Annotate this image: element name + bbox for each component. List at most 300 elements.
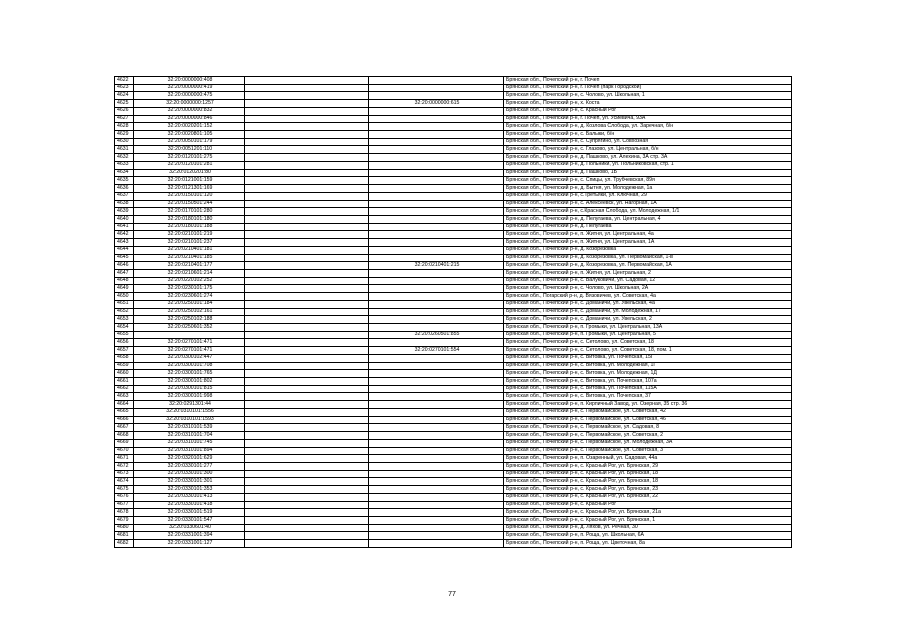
table-row <box>115 370 792 378</box>
address-cell: Брянская обл., Почепский р-н, д. Пашково, 1Б <box>504 169 792 177</box>
row-number-cell: 4624 <box>115 92 134 100</box>
empty-cell <box>245 439 369 447</box>
linked-cadastral-cell <box>369 354 504 362</box>
row-number-cell: 4647 <box>115 269 134 277</box>
empty-cell <box>245 308 369 316</box>
linked-cadastral-cell <box>369 493 504 501</box>
linked-cadastral-cell <box>369 501 504 509</box>
address-cell: Брянская обл., Почепский р-н, п. Житня, ул. Центральная, 2 <box>504 269 792 277</box>
empty-cell <box>245 131 369 139</box>
table-row <box>115 540 792 548</box>
row-number-cell: 4639 <box>115 208 134 216</box>
cadastral-number-cell: 32:20:0250102:161 <box>134 308 245 316</box>
linked-cadastral-cell <box>369 115 504 123</box>
cadastral-number-cell: 32:20:0330601:40 <box>134 524 245 532</box>
table-row <box>115 161 792 169</box>
linked-cadastral-cell <box>369 509 504 517</box>
cadastral-number-cell: 32:20:0220102:252 <box>134 277 245 285</box>
cadastral-number-cell: 32:20:0330101:277 <box>134 462 245 470</box>
address-cell: Брянская обл., Почепский р-н, г. Почеп, ул. Усиевича, 93А <box>504 115 792 123</box>
row-number-cell: 4676 <box>115 493 134 501</box>
cadastral-number-cell: 32:20:0000000:1257 <box>134 100 245 108</box>
cadastral-number-cell: 32:20:0330101:418 <box>134 501 245 509</box>
address-cell: Брянская обл., Почепский р-н, с. Красный Рог <box>504 107 792 115</box>
empty-cell <box>245 107 369 115</box>
address-cell: Брянская обл., Почепский р-н, с. Чолово, ул. Школьная, 2А <box>504 285 792 293</box>
address-cell: Брянская обл., Почепский р-н, с.Красная Слобода, ул. Молодежная, 1/1 <box>504 208 792 216</box>
cadastral-number-cell: 32:20:0310101:704 <box>134 432 245 440</box>
table-row <box>115 339 792 347</box>
linked-cadastral-cell <box>369 316 504 324</box>
row-number-cell: 4637 <box>115 192 134 200</box>
empty-cell <box>245 378 369 386</box>
table-row <box>115 146 792 154</box>
row-number-cell: 4655 <box>115 331 134 339</box>
linked-cadastral-cell <box>369 177 504 185</box>
empty-cell <box>245 223 369 231</box>
linked-cadastral-cell <box>369 401 504 409</box>
address-cell: Брянская обл., Почепский р-н, п. Житня, ул. Центральная, 1А <box>504 239 792 247</box>
empty-cell <box>245 169 369 177</box>
row-number-cell: 4650 <box>115 293 134 301</box>
cadastral-number-cell: 32:20:0150101:120 <box>134 192 245 200</box>
empty-cell <box>245 385 369 393</box>
table-row <box>115 331 792 339</box>
address-cell: Брянская обл., Почепский р-н, г. Почеп (парк Городской) <box>504 84 792 92</box>
linked-cadastral-cell <box>369 370 504 378</box>
empty-cell <box>245 177 369 185</box>
linked-cadastral-cell <box>369 532 504 540</box>
linked-cadastral-cell <box>369 285 504 293</box>
cadastral-number-cell: 32:20:0330101:300 <box>134 470 245 478</box>
table-row <box>115 378 792 386</box>
empty-cell <box>245 324 369 332</box>
table-row <box>115 393 792 401</box>
row-number-cell: 4658 <box>115 354 134 362</box>
row-number-cell: 4623 <box>115 84 134 92</box>
table-row <box>115 138 792 146</box>
cadastral-number-cell: 32:20:0000000:419 <box>134 84 245 92</box>
cadastral-number-cell: 32:20:0250102:188 <box>134 316 245 324</box>
empty-cell <box>245 215 369 223</box>
address-cell: Брянская обл., Почепский р-н, д. Козорезовка, ул. Первомайская, 1-в <box>504 254 792 262</box>
table-row <box>115 254 792 262</box>
cadastral-number-cell: 32:20:0150501:244 <box>134 200 245 208</box>
empty-cell <box>245 486 369 494</box>
cadastral-number-cell: 32:20:0210401:185 <box>134 254 245 262</box>
linked-cadastral-cell <box>369 408 504 416</box>
address-cell: Брянская обл., Почепский р-н, с. Витовка, ул. Почепская, 15Г <box>504 354 792 362</box>
address-cell: Брянская обл., Почепский р-н, с. Красный Рог, ул. Брянская, 18 <box>504 470 792 478</box>
table-row <box>115 100 792 108</box>
empty-cell <box>245 293 369 301</box>
cadastral-number-cell: 32:20:0331001:127 <box>134 540 245 548</box>
table-row <box>115 277 792 285</box>
row-number-cell: 4681 <box>115 532 134 540</box>
row-number-cell: 4635 <box>115 177 134 185</box>
cadastral-number-cell: 32:20:0170101:280 <box>134 208 245 216</box>
address-cell: Брянская обл., Почепский р-н, д. Польники, ул. Польниковская, стр. 1 <box>504 161 792 169</box>
empty-cell <box>245 246 369 254</box>
table-row <box>115 408 792 416</box>
empty-cell <box>245 532 369 540</box>
address-cell: Брянская обл., Почепский р-н, д. Ляхов, ул. Речная, 30 <box>504 524 792 532</box>
table-row <box>115 154 792 162</box>
empty-cell <box>245 285 369 293</box>
cadastral-number-cell: 32:20:0210101:219 <box>134 231 245 239</box>
empty-cell <box>245 254 369 262</box>
table-row <box>115 246 792 254</box>
row-number-cell: 4657 <box>115 347 134 355</box>
cadastral-number-cell: 32:20:0000000:846 <box>134 115 245 123</box>
address-cell: Брянская обл., Почепский р-н, с. Доманичи, ул. Молодежная, 17 <box>504 308 792 316</box>
linked-cadastral-cell <box>369 362 504 370</box>
cadastral-number-cell: 32:20:0310101:1556 <box>134 408 245 416</box>
table-row <box>115 200 792 208</box>
table-row <box>115 300 792 308</box>
linked-cadastral-cell: 32:20:0270101:554 <box>369 347 504 355</box>
empty-cell <box>245 509 369 517</box>
address-cell: Брянская обл., Почепский р-н, с. Глазово, ул. Центральная, б/н <box>504 146 792 154</box>
row-number-cell: 4634 <box>115 169 134 177</box>
linked-cadastral-cell <box>369 385 504 393</box>
linked-cadastral-cell <box>369 208 504 216</box>
address-cell: Брянская обл., Почепский р-н, с. Витовка, ул. Почепская, 107а <box>504 378 792 386</box>
row-number-cell: 4667 <box>115 424 134 432</box>
row-number-cell: 4660 <box>115 370 134 378</box>
address-cell: Брянская обл., Почепский р-н, с. Доманичи, ул. Увельская, 4а <box>504 300 792 308</box>
cadastral-number-cell: 32:20:0330101:413 <box>134 493 245 501</box>
cadastral-number-cell: 32:20:0331001:394 <box>134 532 245 540</box>
linked-cadastral-cell <box>369 154 504 162</box>
row-number-cell: 4629 <box>115 131 134 139</box>
linked-cadastral-cell <box>369 92 504 100</box>
table-row <box>115 509 792 517</box>
cadastral-number-cell: 32:20:0310101:539 <box>134 424 245 432</box>
table-row <box>115 169 792 177</box>
table-row <box>115 115 792 123</box>
row-number-cell: 4677 <box>115 501 134 509</box>
row-number-cell: 4632 <box>115 154 134 162</box>
cadastral-number-cell: 32:20:0250101:184 <box>134 300 245 308</box>
cadastral-number-cell: 32:20:0300101:998 <box>134 393 245 401</box>
address-cell: Брянская обл., Почепский р-н, с. Первомайское, ул. Советская, 3 <box>504 447 792 455</box>
row-number-cell: 4638 <box>115 200 134 208</box>
register-table-body <box>115 77 792 548</box>
empty-cell <box>245 416 369 424</box>
linked-cadastral-cell <box>369 486 504 494</box>
table-row <box>115 347 792 355</box>
address-cell: Брянская обл., Почепский р-н, с. Супрягино, ул. Совхозная <box>504 138 792 146</box>
address-cell: Брянская обл., Почепский р-н, с.Третьяки, ул. Ключная, 29 <box>504 192 792 200</box>
address-cell: Брянская обл., Почепский р-н, с. Первомайское, ул. Советская, 46 <box>504 416 792 424</box>
empty-cell <box>245 354 369 362</box>
row-number-cell: 4653 <box>115 316 134 324</box>
table-row <box>115 123 792 131</box>
address-cell: Брянская обл., Почепский р-н, п. Озаренный, ул. Садовая, 44а <box>504 455 792 463</box>
cadastral-number-cell: 32:20:0180101:180 <box>134 215 245 223</box>
cadastral-number-cell: 32:20:0020201:152 <box>134 123 245 131</box>
empty-cell <box>245 362 369 370</box>
linked-cadastral-cell <box>369 308 504 316</box>
cadastral-number-cell: 32:20:0300101:765 <box>134 370 245 378</box>
empty-cell <box>245 393 369 401</box>
empty-cell <box>245 192 369 200</box>
empty-cell <box>245 239 369 247</box>
address-cell: Брянская обл., Почепский р-н, с. Первомайское, ул. Советская, 42 <box>504 408 792 416</box>
cadastral-number-cell: 32:20:0270101:471 <box>134 347 245 355</box>
linked-cadastral-cell <box>369 378 504 386</box>
address-cell: Брянская обл., Почепский р-н, г. Почеп <box>504 77 792 85</box>
table-row <box>115 493 792 501</box>
cadastral-number-cell: 32:20:0210401:181 <box>134 246 245 254</box>
cadastral-number-cell: 32:20:0300101:815 <box>134 385 245 393</box>
linked-cadastral-cell <box>369 77 504 85</box>
cadastral-number-cell: 32:20:0250601:352 <box>134 324 245 332</box>
empty-cell <box>245 77 369 85</box>
cadastral-number-cell: 32:20:0000000:408 <box>134 77 245 85</box>
table-row <box>115 316 792 324</box>
cadastral-number-cell: 32:20:0210101:237 <box>134 239 245 247</box>
table-row <box>115 324 792 332</box>
linked-cadastral-cell <box>369 424 504 432</box>
cadastral-number-cell: 32:20:0000000:832 <box>134 107 245 115</box>
cadastral-number-cell: 32:20:0320101:629 <box>134 455 245 463</box>
empty-cell <box>245 208 369 216</box>
empty-cell <box>245 316 369 324</box>
address-cell: Брянская обл., Почепский р-н, п. Громыки, ул. Центральная, 5 <box>504 331 792 339</box>
linked-cadastral-cell <box>369 300 504 308</box>
table-row <box>115 231 792 239</box>
row-number-cell: 4626 <box>115 107 134 115</box>
row-number-cell: 4661 <box>115 378 134 386</box>
linked-cadastral-cell <box>369 416 504 424</box>
cadastral-number-cell: 32:20:0120201:80 <box>134 169 245 177</box>
address-cell: Брянская обл., Почепский р-н, п. Роща, ул. Школьная, 6А <box>504 532 792 540</box>
empty-cell <box>245 524 369 532</box>
row-number-cell: 4678 <box>115 509 134 517</box>
cadastral-number-cell: 32:20:0300101:708 <box>134 362 245 370</box>
row-number-cell: 4640 <box>115 215 134 223</box>
register-table <box>114 76 792 548</box>
table-row <box>115 77 792 85</box>
row-number-cell: 4649 <box>115 285 134 293</box>
address-cell: Брянская обл., Почепский р-н, д. Бытня, ул. Молодежная, 1а <box>504 185 792 193</box>
address-cell: Брянская обл., Почепский р-н, с. Сетолово, ул. Советская, 18, пом. 1 <box>504 347 792 355</box>
row-number-cell: 4668 <box>115 432 134 440</box>
address-cell: Брянская обл., Почепский р-н, с. Балыки, б/н <box>504 131 792 139</box>
table-row <box>115 262 792 270</box>
row-number-cell: 4645 <box>115 254 134 262</box>
linked-cadastral-cell <box>369 432 504 440</box>
row-number-cell: 4671 <box>115 455 134 463</box>
cadastral-number-cell: 32:20:0050101:179 <box>134 138 245 146</box>
table-row <box>115 478 792 486</box>
empty-cell <box>245 347 369 355</box>
linked-cadastral-cell <box>369 478 504 486</box>
address-cell: Брянская обл., Погарский р-н, д. Вязовичев, ул. Советская, 4а <box>504 293 792 301</box>
linked-cadastral-cell: 32:20:0260501:855 <box>369 331 504 339</box>
linked-cadastral-cell <box>369 293 504 301</box>
table-row <box>115 401 792 409</box>
empty-cell <box>245 424 369 432</box>
table-row <box>115 308 792 316</box>
address-cell: Брянская обл., Почепский р-н, с. Красный Рог, ул. Брянская, 22 <box>504 493 792 501</box>
address-cell: Брянская обл., Почепский р-н, с. Красный Рог, ул. Брянская, 21а <box>504 509 792 517</box>
row-number-cell: 4633 <box>115 161 134 169</box>
table-row <box>115 215 792 223</box>
row-number-cell: 4664 <box>115 401 134 409</box>
linked-cadastral-cell <box>369 131 504 139</box>
table-row <box>115 486 792 494</box>
address-cell: Брянская обл., Почепский р-н, с. Витовка, ул. Молодежная, 1Г <box>504 362 792 370</box>
address-cell: Брянская обл., Почепский р-н, д. Пашково, ул. Алехина, 3А стр. 3А <box>504 154 792 162</box>
empty-cell <box>245 84 369 92</box>
cadastral-number-cell: 32:20:0270101:471 <box>134 339 245 347</box>
empty-cell <box>245 370 369 378</box>
empty-cell <box>245 154 369 162</box>
address-cell: Брянская обл., Почепский р-н, с. Алексеевск, ул. Нагорная, 1А <box>504 200 792 208</box>
cadastral-number-cell: 32:20:0291301:44 <box>134 401 245 409</box>
address-cell: Брянская обл., Почепский р-н, с. Сетолово, ул. Советская, 18 <box>504 339 792 347</box>
row-number-cell: 4630 <box>115 138 134 146</box>
table-row <box>115 208 792 216</box>
linked-cadastral-cell <box>369 516 504 524</box>
cadastral-number-cell: 32:20:0330101:301 <box>134 478 245 486</box>
address-cell: Брянская обл., Почепский р-н, д. Козорезовка, ул. Первомайская, 1А <box>504 262 792 270</box>
address-cell: Брянская обл., Почепский р-н, с. Валуковичи, ул. Садовая, 12 <box>504 277 792 285</box>
linked-cadastral-cell <box>369 138 504 146</box>
address-cell: Брянская обл., Почепский р-н, с. Красный Рог, ул. Брянская, 1 <box>504 516 792 524</box>
address-cell: Брянская обл., Почепский р-н, п. Роща, ул. Цветочная, 8а <box>504 540 792 548</box>
address-cell: Брянская обл., Почепский р-н, с. Первомайское, ул. Садовая, 8 <box>504 424 792 432</box>
address-cell: Брянская обл., Почепский р-н, с. Первомайское, ул. Молодежная, 3А <box>504 439 792 447</box>
cadastral-number-cell: 32:20:0300101:802 <box>134 378 245 386</box>
address-cell: Брянская обл., Почепский р-н, с. Чолово, ул. Школьная, 1 <box>504 92 792 100</box>
address-cell: Брянская обл., Почепский р-н, с. Витовка, ул. Молодежная, 1Д <box>504 370 792 378</box>
linked-cadastral-cell: 32:20:0210401:215 <box>369 262 504 270</box>
row-number-cell: 4643 <box>115 239 134 247</box>
cadastral-number-cell: 32:20:0121301:169 <box>134 185 245 193</box>
linked-cadastral-cell <box>369 246 504 254</box>
row-number-cell: 4680 <box>115 524 134 532</box>
address-cell: Брянская обл., Почепский р-н, д. Козорезовка <box>504 246 792 254</box>
linked-cadastral-cell <box>369 393 504 401</box>
page-number: 77 <box>448 591 456 598</box>
address-cell: Брянская обл., Почепский р-н, с. Доманичи, ул. Увельская, 2 <box>504 316 792 324</box>
row-number-cell: 4679 <box>115 516 134 524</box>
table-row <box>115 424 792 432</box>
row-number-cell: 4682 <box>115 540 134 548</box>
address-cell: Брянская обл., Почепский р-н, с. Красный Рог, ул. Брянская, 29 <box>504 462 792 470</box>
empty-cell <box>245 339 369 347</box>
empty-cell <box>245 100 369 108</box>
cadastral-number-cell: 32:20:0230101:175 <box>134 285 245 293</box>
cadastral-number-cell: 32:20:0020801:105 <box>134 131 245 139</box>
table-row <box>115 192 792 200</box>
linked-cadastral-cell <box>369 192 504 200</box>
row-number-cell: 4646 <box>115 262 134 270</box>
empty-cell <box>245 455 369 463</box>
table-row <box>115 293 792 301</box>
address-cell: Брянская обл., Почепский р-н, х. Коста <box>504 100 792 108</box>
empty-cell <box>245 478 369 486</box>
row-number-cell: 4627 <box>115 115 134 123</box>
address-cell: Брянская обл., Почепский р-н, с. Красный Рог <box>504 501 792 509</box>
row-number-cell: 4651 <box>115 300 134 308</box>
table-row <box>115 532 792 540</box>
row-number-cell: 4675 <box>115 486 134 494</box>
empty-cell <box>245 540 369 548</box>
table-row <box>115 455 792 463</box>
table-row <box>115 185 792 193</box>
table-row <box>115 92 792 100</box>
table-row <box>115 385 792 393</box>
cadastral-number-cell: 32:20:0310101:894 <box>134 447 245 455</box>
cadastral-number-cell: 32:20:0000000:475 <box>134 92 245 100</box>
linked-cadastral-cell <box>369 84 504 92</box>
address-cell: Брянская обл., Почепский р-н, с. Витовка, ул. Почепская, 115А <box>504 385 792 393</box>
empty-cell <box>245 300 369 308</box>
table-row <box>115 470 792 478</box>
linked-cadastral-cell <box>369 239 504 247</box>
address-cell: Брянская обл., Почепский р-н, д. Пелугаева, ул. Центральная, 4 <box>504 215 792 223</box>
cadastral-number-cell: 32:20:0120101:275 <box>134 154 245 162</box>
empty-cell <box>245 231 369 239</box>
cadastral-number-cell <box>134 331 245 339</box>
cadastral-number-cell: 32:20:0230601:274 <box>134 293 245 301</box>
row-number-cell: 4666 <box>115 416 134 424</box>
row-number-cell: 4641 <box>115 223 134 231</box>
table-row <box>115 516 792 524</box>
table-row <box>115 501 792 509</box>
table-row <box>115 416 792 424</box>
linked-cadastral-cell <box>369 470 504 478</box>
empty-cell <box>245 277 369 285</box>
empty-cell <box>245 470 369 478</box>
cadastral-number-cell: 32:20:0310101:745 <box>134 439 245 447</box>
row-number-cell: 4631 <box>115 146 134 154</box>
empty-cell <box>245 115 369 123</box>
row-number-cell: 4669 <box>115 439 134 447</box>
cadastral-number-cell: 32:20:0330101:547 <box>134 516 245 524</box>
row-number-cell: 4648 <box>115 277 134 285</box>
address-cell: Брянская обл., Почепский р-н, д. Козлова Слобода, ул. Заречная, б/н <box>504 123 792 131</box>
row-number-cell: 4659 <box>115 362 134 370</box>
empty-cell <box>245 161 369 169</box>
empty-cell <box>245 493 369 501</box>
table-row <box>115 362 792 370</box>
row-number-cell: 4662 <box>115 385 134 393</box>
cadastral-number-cell: 32:20:0330101:519 <box>134 509 245 517</box>
linked-cadastral-cell <box>369 123 504 131</box>
row-number-cell: 4654 <box>115 324 134 332</box>
linked-cadastral-cell <box>369 200 504 208</box>
linked-cadastral-cell <box>369 107 504 115</box>
cadastral-number-cell: 32:20:0210601:214 <box>134 269 245 277</box>
empty-cell <box>245 432 369 440</box>
empty-cell <box>245 138 369 146</box>
empty-cell <box>245 462 369 470</box>
address-cell: Брянская обл., Почепский р-н, с. Первомайское, ул. Советская, 2 <box>504 432 792 440</box>
table-row <box>115 177 792 185</box>
address-cell: Брянская обл., Почепский р-н, д. Пелугаева <box>504 223 792 231</box>
table-row <box>115 462 792 470</box>
linked-cadastral-cell <box>369 462 504 470</box>
linked-cadastral-cell <box>369 324 504 332</box>
linked-cadastral-cell <box>369 439 504 447</box>
table-row <box>115 439 792 447</box>
